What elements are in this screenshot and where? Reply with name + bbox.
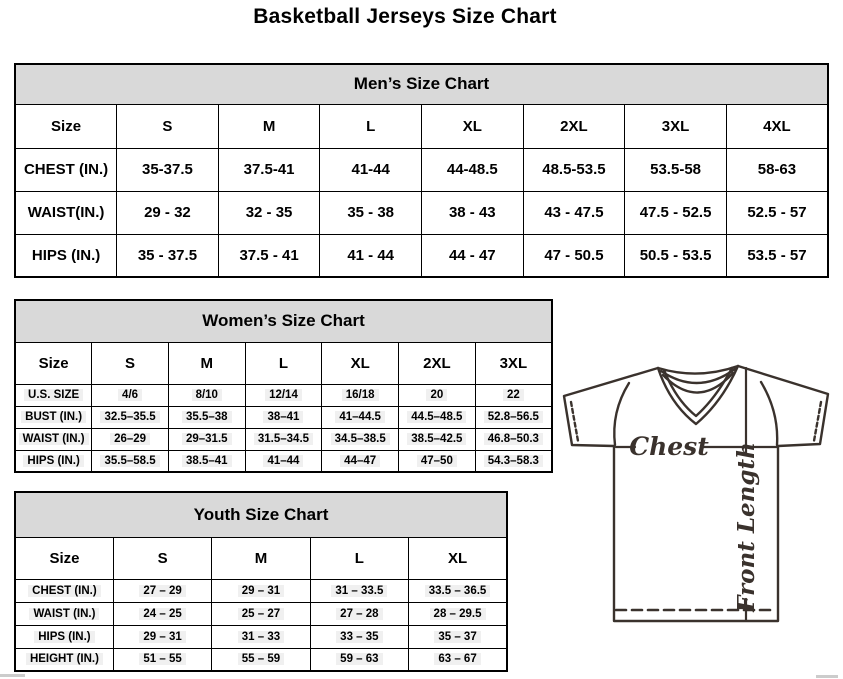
scrollbar-artifact-left xyxy=(0,674,25,677)
cell-text: 43 - 47.5 xyxy=(544,204,604,221)
table-cell xyxy=(168,450,245,472)
table-cell xyxy=(409,579,507,602)
row-label xyxy=(15,648,113,671)
table-cell xyxy=(113,625,211,648)
table-title: Women’s Size Chart xyxy=(15,300,552,342)
front-length-label: Front Length xyxy=(733,442,760,612)
cell-text: 35 - 37.5 xyxy=(137,246,198,264)
table-cell xyxy=(399,428,476,450)
table-row xyxy=(15,428,552,450)
table-cell xyxy=(310,625,408,648)
table-cell xyxy=(168,428,245,450)
jersey-outline xyxy=(564,366,828,621)
cell-text: 37.5 - 41 xyxy=(239,246,299,264)
cell-text: 31 – 33 xyxy=(238,631,284,643)
table-cell xyxy=(92,406,169,428)
cell-text: 26–29 xyxy=(110,433,150,445)
row-label xyxy=(15,602,113,625)
size-header: Size xyxy=(15,537,113,579)
jersey-armhole-right xyxy=(761,382,777,445)
cell-text: 41–44 xyxy=(263,455,303,467)
table-cell xyxy=(245,450,322,472)
table-cell xyxy=(409,625,507,648)
table-row xyxy=(15,384,552,406)
table-cell xyxy=(212,625,310,648)
table-row xyxy=(15,648,507,671)
table-cell xyxy=(475,428,552,450)
cell-text: 46.8–50.3 xyxy=(484,433,543,445)
table-cell xyxy=(310,648,408,671)
row-label xyxy=(15,191,117,234)
cell-text: 63 – 67 xyxy=(434,653,480,665)
row-label xyxy=(15,384,92,406)
cell-text: 31.5–34.5 xyxy=(254,433,313,445)
cell-text: 32.5–35.5 xyxy=(100,411,159,423)
cell-text: WAIST (IN.) xyxy=(19,433,89,445)
cell-text: 35 - 38 xyxy=(347,204,395,221)
cell-text: 28 – 29.5 xyxy=(430,608,486,620)
table-cell xyxy=(422,148,524,191)
cell-text: WAIST(IN.) xyxy=(27,204,105,221)
size-column-header: L xyxy=(310,537,408,579)
table-cell xyxy=(245,406,322,428)
table-cell xyxy=(475,406,552,428)
table-cell xyxy=(320,148,422,191)
cell-text: HIPS (IN.) xyxy=(34,631,94,643)
jersey-cuff-dash-right xyxy=(814,402,821,441)
table-cell xyxy=(117,191,219,234)
size-column-header: M xyxy=(168,342,245,384)
table-cell xyxy=(310,602,408,625)
cell-text: 38.5–41 xyxy=(182,455,232,467)
size-column-header: 2XL xyxy=(523,104,625,148)
size-column-header: L xyxy=(245,342,322,384)
size-column-header: S xyxy=(117,104,219,148)
cell-text: 29 – 31 xyxy=(139,631,185,643)
table-row xyxy=(15,191,828,234)
cell-text: WAIST (IN.) xyxy=(29,608,99,620)
cell-text: 52.8–56.5 xyxy=(484,411,543,423)
cell-text: 33.5 – 36.5 xyxy=(425,585,491,597)
table-cell xyxy=(409,602,507,625)
table-cell xyxy=(475,450,552,472)
table-cell xyxy=(422,191,524,234)
table-cell xyxy=(399,384,476,406)
cell-text: 44-48.5 xyxy=(446,161,498,178)
table-cell xyxy=(320,191,422,234)
cell-text: 8/10 xyxy=(192,389,222,401)
table-cell xyxy=(117,148,219,191)
cell-text: HIPS (IN.) xyxy=(23,455,83,467)
cell-text: 38 - 43 xyxy=(448,204,496,221)
cell-text: 31 – 33.5 xyxy=(331,585,387,597)
size-column-header: L xyxy=(320,104,422,148)
mens-size-chart-table xyxy=(14,63,829,278)
cell-text: 51 – 55 xyxy=(139,653,185,665)
cell-text: 27 – 28 xyxy=(336,608,382,620)
cell-text: 38–41 xyxy=(263,411,303,423)
table-row xyxy=(15,406,552,428)
cell-text: 53.5-58 xyxy=(650,161,701,178)
cell-text: 16/18 xyxy=(342,389,379,401)
table-cell xyxy=(245,384,322,406)
table-cell xyxy=(726,148,828,191)
table-cell xyxy=(322,406,399,428)
cell-text: 50.5 - 53.5 xyxy=(639,246,712,264)
size-header: Size xyxy=(15,342,92,384)
cell-text: 29 – 31 xyxy=(238,585,284,597)
table-cell xyxy=(92,384,169,406)
cell-text: 44–47 xyxy=(340,455,380,467)
table-cell xyxy=(399,450,476,472)
size-column-header: M xyxy=(212,537,310,579)
cell-text: 53.5 - 57 xyxy=(747,246,807,264)
size-column-header: 4XL xyxy=(726,104,828,148)
table-row xyxy=(15,234,828,277)
row-label xyxy=(15,450,92,472)
cell-text: 52.5 - 57 xyxy=(747,204,807,221)
table-cell xyxy=(212,648,310,671)
cell-text: 54.3–58.3 xyxy=(484,455,543,467)
cell-text: BUST (IN.) xyxy=(21,411,86,423)
cell-text: 27 – 29 xyxy=(139,585,185,597)
cell-text: 47–50 xyxy=(417,455,457,467)
table-row xyxy=(15,148,828,191)
size-column-header: S xyxy=(113,537,211,579)
table-cell xyxy=(523,148,625,191)
row-label xyxy=(15,234,117,277)
page-title: Basketball Jerseys Size Chart xyxy=(253,5,557,28)
table-cell xyxy=(726,234,828,277)
table-cell xyxy=(726,191,828,234)
cell-text: 41–44.5 xyxy=(335,411,385,423)
cell-text: 35.5–38 xyxy=(182,411,232,423)
table-cell xyxy=(475,384,552,406)
table-cell xyxy=(113,648,211,671)
cell-text: 44 - 47 xyxy=(448,246,496,264)
size-column-header: XL xyxy=(409,537,507,579)
cell-text: 29 - 32 xyxy=(144,204,191,221)
row-label xyxy=(15,406,92,428)
size-header: Size xyxy=(15,104,117,148)
table-cell xyxy=(218,191,320,234)
table-cell xyxy=(92,428,169,450)
cell-text: 35 – 37 xyxy=(434,631,480,643)
table-cell xyxy=(322,450,399,472)
table-cell xyxy=(212,579,310,602)
table-cell xyxy=(218,148,320,191)
table-title: Youth Size Chart xyxy=(15,492,507,537)
table-cell xyxy=(320,234,422,277)
cell-text: 48.5-53.5 xyxy=(542,161,606,178)
size-table xyxy=(14,299,553,473)
table-cell xyxy=(310,579,408,602)
table-cell xyxy=(113,579,211,602)
cell-text: 33 – 35 xyxy=(336,631,382,643)
cell-text: 35-37.5 xyxy=(142,161,193,178)
size-table xyxy=(14,491,508,672)
cell-text: 44.5–48.5 xyxy=(407,411,466,423)
chest-label: Chest xyxy=(629,432,709,461)
size-table xyxy=(14,63,829,278)
cell-text: 29–31.5 xyxy=(182,433,232,445)
size-column-header: S xyxy=(92,342,169,384)
cell-text: 41 - 44 xyxy=(347,246,395,264)
size-column-header: XL xyxy=(422,104,524,148)
table-cell xyxy=(92,450,169,472)
cell-text: 37.5-41 xyxy=(243,161,295,178)
cell-text: 59 – 63 xyxy=(336,653,382,665)
table-cell xyxy=(168,406,245,428)
table-row xyxy=(15,625,507,648)
row-label xyxy=(15,579,113,602)
cell-text: HEIGHT (IN.) xyxy=(26,653,103,665)
cell-text: 20 xyxy=(426,389,447,401)
table-cell xyxy=(625,191,727,234)
size-column-header: 2XL xyxy=(399,342,476,384)
womens-size-chart-table xyxy=(14,299,553,473)
table-cell xyxy=(409,648,507,671)
cell-text: HIPS (IN.) xyxy=(31,246,101,264)
cell-text: 25 – 27 xyxy=(238,608,284,620)
jersey-neckline xyxy=(658,366,738,374)
table-cell xyxy=(625,234,727,277)
size-column-header: M xyxy=(218,104,320,148)
row-label xyxy=(15,428,92,450)
row-label xyxy=(15,625,113,648)
jersey-armhole-left xyxy=(614,383,629,445)
table-row xyxy=(15,450,552,472)
cell-text: 38.5–42.5 xyxy=(407,433,466,445)
table-cell xyxy=(523,191,625,234)
table-cell xyxy=(168,384,245,406)
table-cell xyxy=(523,234,625,277)
table-cell xyxy=(212,602,310,625)
row-label xyxy=(15,148,117,191)
table-cell xyxy=(113,602,211,625)
table-cell xyxy=(117,234,219,277)
table-cell xyxy=(422,234,524,277)
table-cell xyxy=(245,428,322,450)
table-row xyxy=(15,579,507,602)
cell-text: 4/6 xyxy=(118,389,142,401)
jersey-measurement-diagram xyxy=(550,354,842,634)
youth-size-chart-table xyxy=(14,491,508,672)
cell-text: 34.5–38.5 xyxy=(331,433,390,445)
table-cell xyxy=(322,428,399,450)
cell-text: 41-44 xyxy=(351,161,390,178)
size-column-header: 3XL xyxy=(625,104,727,148)
cell-text: 12/14 xyxy=(265,389,302,401)
cell-text: 32 - 35 xyxy=(245,204,293,221)
table-cell xyxy=(322,384,399,406)
size-column-header: 3XL xyxy=(475,342,552,384)
cell-text: 35.5–58.5 xyxy=(100,455,159,467)
cell-text: 47 - 50.5 xyxy=(544,246,604,264)
jersey-cuff-dash-left xyxy=(571,402,578,441)
cell-text: 24 – 25 xyxy=(139,608,185,620)
table-cell xyxy=(399,406,476,428)
table-row xyxy=(15,602,507,625)
table-cell xyxy=(218,234,320,277)
cell-text: 22 xyxy=(503,389,524,401)
cell-text: 47.5 - 52.5 xyxy=(639,204,712,221)
cell-text: 55 – 59 xyxy=(238,653,284,665)
cell-text: 58-63 xyxy=(757,161,797,178)
table-title: Men’s Size Chart xyxy=(15,64,828,104)
cell-text: U.S. SIZE xyxy=(24,389,83,401)
table-cell xyxy=(625,148,727,191)
cell-text: CHEST (IN.) xyxy=(23,161,109,178)
cell-text: CHEST (IN.) xyxy=(28,585,101,597)
size-column-header: XL xyxy=(322,342,399,384)
scrollbar-artifact-right xyxy=(816,675,838,678)
